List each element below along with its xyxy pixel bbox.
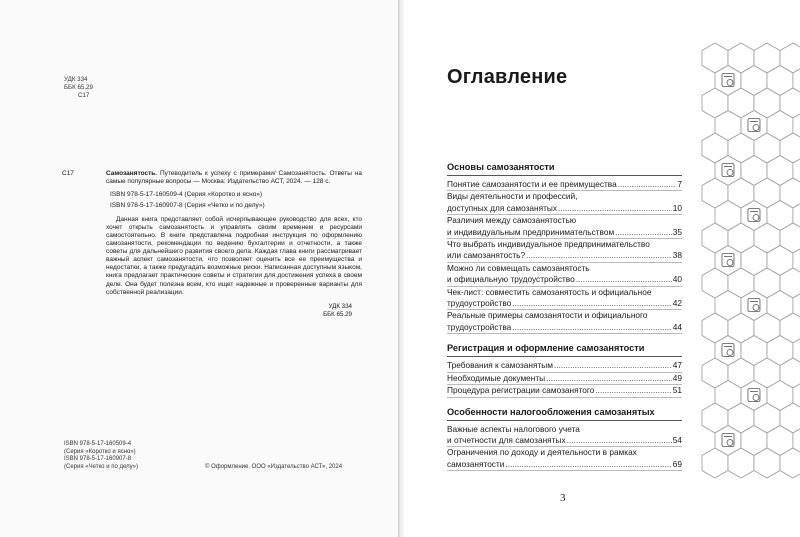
toc-entry-text: и индивидуальным предпринимательством [447, 226, 615, 237]
toc-section [447, 162, 682, 334]
dot-leader [576, 274, 672, 285]
toc-page-number: 42 [672, 298, 682, 309]
isbn-block [64, 441, 138, 471]
toc-entry[interactable] [447, 215, 682, 239]
toc-entry-last-line [447, 274, 682, 285]
toc-entry-line: Важные аспекты налогового учета [447, 423, 580, 434]
toc-page-number: 38 [672, 250, 682, 261]
toc-page-number: 44 [672, 321, 682, 332]
toc-entry-last-line [447, 203, 682, 214]
isbn-line: (Серия «Четко и по делу») [64, 463, 139, 470]
left-page [0, 0, 398, 537]
toc-entry[interactable] [447, 373, 682, 385]
toc-section-title: Особенности налогообложения самозанятых [447, 407, 682, 421]
toc-entry[interactable] [447, 385, 682, 397]
toc-entry-text: трудоустройство [447, 298, 512, 309]
toc-entry[interactable] [447, 447, 682, 471]
toc-entry-last-line [447, 227, 682, 238]
author-mark: С17 [78, 92, 90, 99]
toc-entry-text: доступных для самозанятых [447, 202, 558, 213]
toc-entry-text: Необходимые документы [447, 372, 546, 383]
dot-leader [615, 227, 672, 238]
bbk-code: ББК 65.29 [64, 84, 93, 91]
udk-code-bottom: УДК 334 [328, 302, 352, 310]
toc-entry[interactable] [447, 191, 682, 215]
toc-entry-line: Можно ли совмещать самозанятость [447, 262, 590, 273]
toc-page-number: 35 [672, 226, 682, 237]
isbn-line: ISBN 978-5-17-160907-8 [64, 456, 132, 462]
toc-entry-last-line [447, 179, 682, 190]
toc-entry-line: Виды деятельности и профессий, [447, 191, 578, 202]
toc-entry[interactable] [447, 179, 682, 191]
toc-entry-last-line [447, 435, 682, 446]
toc-entry-line: Чек-лист: совместить самозанятость и официальное [447, 286, 652, 297]
toc-entry-line: Различия между самозанятостью [447, 215, 577, 226]
copyright: © Оформление. ООО «Издательство АСТ», 2024 [205, 464, 343, 470]
book-title: Самозанятость. [106, 170, 158, 177]
toc-title: Оглавление [447, 66, 568, 88]
toc-page-number: 49 [672, 372, 682, 383]
table-of-contents [447, 162, 682, 480]
toc-entry-text: Понятие самозанятости и ее преимущества [447, 179, 617, 189]
toc-section-title: Регистрация и оформление самозанятости [447, 343, 682, 357]
toc-page-number: 54 [672, 434, 682, 445]
toc-entry[interactable] [447, 263, 682, 287]
toc-entry-text: Процедура регистрации самозанятого [447, 385, 595, 396]
dot-leader [618, 179, 677, 190]
toc-entry-text: и отчетности для самозанятых [447, 434, 566, 445]
dot-leader [546, 373, 672, 384]
toc-section-title: Основы самозанятости [447, 162, 682, 176]
toc-entry-last-line [447, 298, 682, 309]
udk-code: УДК 334 [64, 76, 88, 83]
toc-entry-text: самозанятости [447, 458, 505, 469]
dot-leader [567, 435, 672, 446]
toc-entry-last-line [447, 250, 682, 261]
isbn-series-2: ISBN 978-5-17-160907-8 (Серия «Четко и по делу») [110, 201, 265, 209]
toc-page-number: 69 [672, 458, 682, 469]
bibliographic-details: Путеводитель к успеху с примерами/ Самозанятость. Ответы на самые популярные вопросы — Москва: Издательство АСТ, 2024. — 128 с. [106, 170, 362, 186]
toc-page-number: 40 [672, 274, 682, 285]
dot-leader [558, 203, 672, 214]
catalog-codes-bottom [62, 303, 362, 319]
toc-entry-text: Требования к самозанятым [447, 360, 553, 371]
toc-page-number: 47 [672, 360, 682, 371]
toc-section [447, 343, 682, 397]
toc-section [447, 407, 682, 472]
toc-entry-line: Что выбрать индивидуальное предпринимательство [447, 239, 650, 250]
bibliographic-record [62, 170, 362, 319]
toc-entry-line: Ограничения по доходу и деятельности в рамках [447, 447, 637, 458]
toc-entry[interactable] [447, 287, 682, 311]
toc-entry[interactable] [447, 310, 682, 334]
toc-entry[interactable] [447, 239, 682, 263]
dot-leader [512, 298, 671, 309]
toc-entry[interactable] [447, 424, 682, 448]
catalog-codes-top [64, 76, 93, 100]
toc-page-number: 10 [672, 202, 682, 213]
bibliographic-description [106, 170, 362, 186]
bbk-code-bottom: ББК 65.29 [323, 310, 352, 318]
toc-entry-line: Реальные примеры самозанятости и официального [447, 310, 648, 321]
page-number: 3 [560, 492, 566, 504]
dot-leader [505, 459, 671, 470]
isbn-series-1: ISBN 978-5-17-160509-4 (Серия «Коротко и ясно») [110, 191, 263, 199]
toc-entry-last-line [447, 360, 682, 371]
toc-page-number: 7 [677, 179, 682, 189]
toc-entry-text: и официальную трудоустройство [447, 274, 575, 285]
dot-leader [512, 322, 671, 333]
author-mark-record: С17 [62, 170, 74, 177]
toc-entry-last-line [447, 322, 682, 333]
dot-leader [595, 385, 671, 396]
dot-leader [526, 250, 672, 261]
isbn-line: (Серия «Коротко и ясно») [64, 448, 136, 455]
isbn-line: ISBN 978-5-17-160509-4 [64, 441, 132, 447]
toc-entry-last-line [447, 459, 682, 470]
dot-leader [554, 360, 672, 371]
toc-entry-last-line [447, 385, 682, 396]
toc-entry[interactable] [447, 360, 682, 372]
toc-entry-text: или самозанятость? [447, 250, 526, 261]
hexagon-decoration [700, 40, 800, 510]
toc-page-number: 51 [672, 385, 682, 396]
toc-entry-last-line [447, 373, 682, 384]
toc-entry-text: трудоустройства [447, 321, 512, 332]
annotation: Данная книга представляет собой исчерпывающее руководство для всех, кто хочет открыть самозанятость и управлять своим временем и ресурсами самостоятельно. В книге представлена подробная инструкция по оформлению самозанятости, рекомендации по ведению бухгалтерии и отчетности, а также советы для дальнейшего развития своего дела. Каждая глава книги рассматривает важный аспект самозанятости, что позволяет оценить все ее преимущества и недостатки, а также предугадать возможные риски. Написанная доступным языком, книга предлагает практические советы и стратегии для достижения успеха в своем деле. Она будет полезна всем, кто ищет надежные и проверенные варианты для собственной реализации. [106, 215, 362, 296]
